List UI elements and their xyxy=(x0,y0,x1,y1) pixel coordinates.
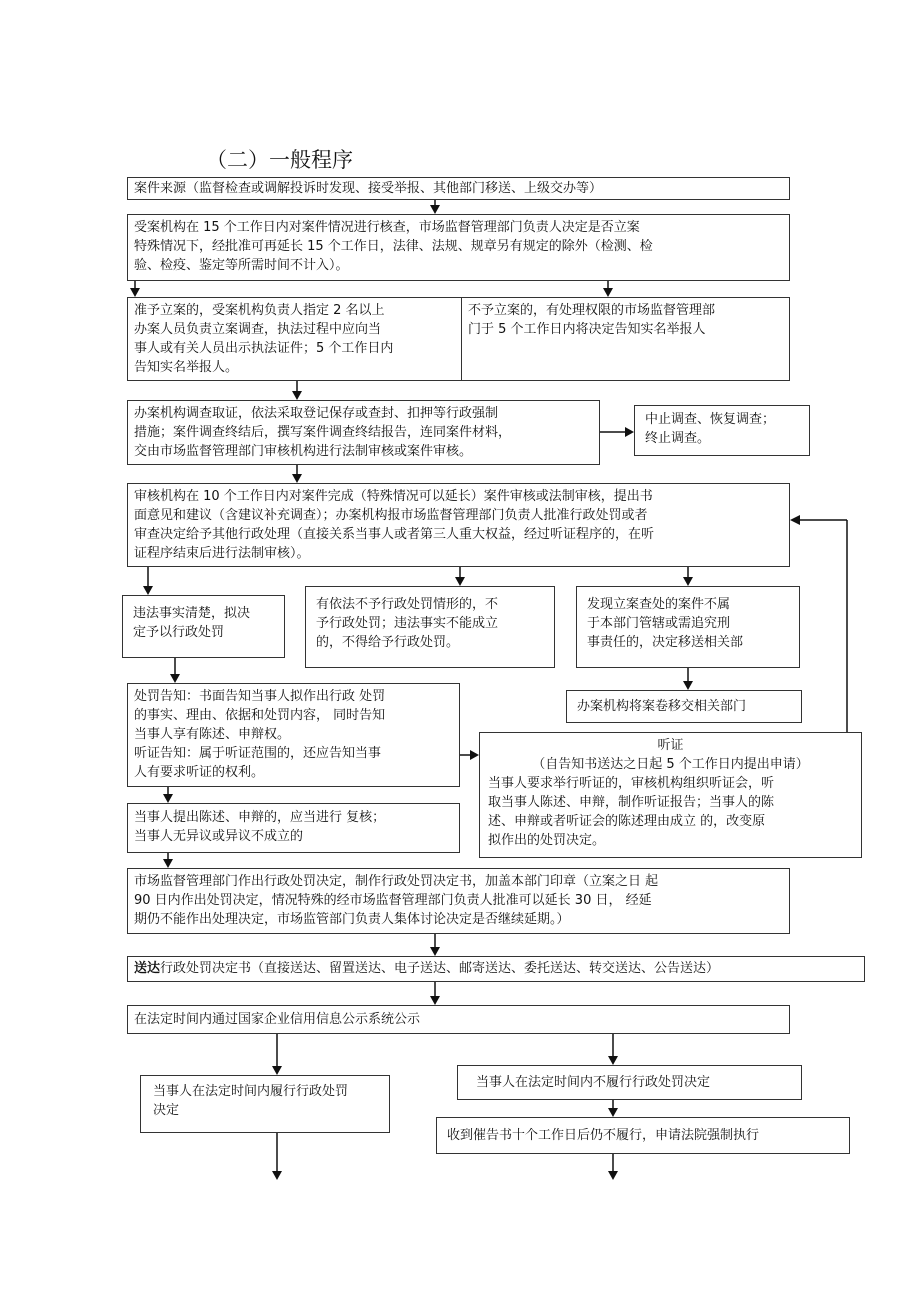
box-line: 收到催告书十个工作日后仍不履行，申请法院强制执行 xyxy=(447,1128,760,1143)
arrow-head xyxy=(143,586,153,595)
box-line: 办案机构将案卷移交相关部门 xyxy=(577,699,747,714)
box-line: 听证告知：属于听证范围的，还应告知当事 xyxy=(134,746,382,761)
arrow-head xyxy=(130,288,140,297)
box-line: 有依法不予行政处罚情形的，不 xyxy=(316,597,499,612)
arrow-head xyxy=(430,947,440,956)
box-line: 的事实、理由、依据和处罚内容， 同时告知 xyxy=(134,708,386,723)
box-line: 当事人提出陈述、申辩的，应当进行 复核； xyxy=(134,810,386,825)
arrow-head xyxy=(163,794,173,803)
box-line: 发现立案查处的案件不属 xyxy=(587,597,731,612)
box-line: 人有要求听证的权利。 xyxy=(134,765,265,780)
arrow-head xyxy=(292,391,302,400)
box-line: 门于 5 个工作日内将决定告知实名举报人 xyxy=(468,322,706,337)
arrow-head xyxy=(292,474,302,483)
arrow-head xyxy=(170,674,180,683)
arrow-head xyxy=(430,205,440,214)
box-line: 当事人在法定时间内履行行政处罚 xyxy=(153,1084,349,1099)
box-line: 准予立案的，受案机构负责人指定 2 名以上 xyxy=(134,303,385,318)
box-line: 事人或有关人员出示执法证件；5 个工作日内 xyxy=(134,341,394,356)
arrow-head xyxy=(272,1066,282,1075)
hearing-title: 听证 xyxy=(657,738,684,753)
box-line: 于本部门管辖或需追究刑 xyxy=(587,616,731,631)
box-line: 中止调查、恢复调查； xyxy=(645,412,776,427)
box-line: 交由市场监督管理部门审核机构进行法制审核或案件审核。 xyxy=(134,444,473,459)
box-line: 审核机构在 10 个工作日内对案件完成（特殊情况可以延长）案件审核或法制审核，提出书 xyxy=(134,489,653,504)
box-line: 当事人无异议或异议不成立的 xyxy=(134,829,304,844)
box-line: 当事人享有陈述、申辩权。 xyxy=(134,727,291,742)
service-keyword: 送达 xyxy=(134,961,161,976)
box-line: 措施；案件调查终结后，撰写案件调查终结报告，连同案件材料， xyxy=(134,425,512,440)
box-line: 取当事人陈述、申辩，制作听证报告；当事人的陈 xyxy=(488,795,775,810)
box-line: 违法事实清楚，拟决 xyxy=(133,606,251,621)
arrow-head xyxy=(603,288,613,297)
arrow-head xyxy=(455,577,465,586)
arrow-head xyxy=(683,681,693,690)
service-methods: 行政处罚决定书（直接送达、留置送达、电子送达、邮寄送达、委托送达、转交送达、公告送达） xyxy=(160,961,720,976)
box-line: 90 日内作出处罚决定，情况特殊的经市场监督管理部门负责人批准可以延长 30 日， 经延 xyxy=(134,893,652,908)
box-line: 定予以行政处罚 xyxy=(133,625,225,640)
box-line: 拟作出的处罚决定。 xyxy=(488,833,606,848)
arrow-head xyxy=(470,750,479,760)
box-line: 终止调查。 xyxy=(645,431,711,446)
hearing-deadline: （自告知书送达之日起 5 个工作日内提出申请） xyxy=(532,757,809,772)
box-line: 述、申辩或者听证会的陈述理由成立 的，改变原 xyxy=(488,814,766,829)
box-line: 市场监督管理部门作出行政处罚决定，制作行政处罚决定书，加盖本部门印章（立案之日 起 xyxy=(134,874,659,889)
box-line: 不予立案的，有处理权限的市场监督管理部 xyxy=(468,303,716,318)
box-line: 审查决定给予其他行政处理（直接关系当事人或者第三人重大权益，经过听证程序的，在听 xyxy=(134,527,655,542)
arrow-head xyxy=(163,859,173,868)
arrow-head xyxy=(608,1171,618,1180)
arrow-head xyxy=(790,515,800,525)
box-line: 事责任的，决定移送相关部 xyxy=(587,635,744,650)
arrow-head xyxy=(430,996,440,1005)
box-line: 在法定时间内通过国家企业信用信息公示系统公示 xyxy=(134,1012,421,1027)
arrow-head xyxy=(272,1171,282,1180)
arrow-head xyxy=(625,427,634,437)
box-line: 证程序结束后进行法制审核）。 xyxy=(134,546,310,561)
page-title: （二）一般程序 xyxy=(206,148,353,172)
box-line: 期仍不能作出处理决定，市场监管部门负责人集体讨论决定是否继续延期。） xyxy=(134,912,570,927)
arrow-head xyxy=(608,1056,618,1065)
box-line: 办案机构调查取证，依法采取登记保存或查封、扣押等行政强制 xyxy=(134,406,499,421)
box-line: 当事人在法定时间内不履行行政处罚决定 xyxy=(476,1075,711,1090)
arrow-head xyxy=(608,1108,618,1117)
box-line: 案件来源（监督检查或调解投诉时发现、接受举报、其他部门移送、上级交办等） xyxy=(134,181,603,196)
box-line: 的，不得给予行政处罚。 xyxy=(316,635,460,650)
box-line: 验、检疫、鉴定等所需时间不计入）。 xyxy=(134,258,349,273)
box-line: 决定 xyxy=(153,1103,180,1118)
box-line: 办案人员负责立案调查，执法过程中应向当 xyxy=(134,322,382,337)
box-line: 当事人要求举行听证的，审核机构组织听证会，听 xyxy=(488,776,775,791)
arrow-head xyxy=(683,577,693,586)
box-line: 受案机构在 15 个工作日内对案件情况进行核查，市场监督管理部门负责人决定是否立案 xyxy=(134,220,640,235)
box-line: 特殊情况下，经批准可再延长 15 个工作日，法律、法规、规章另有规定的除外（检测、检 xyxy=(134,239,653,254)
box-line: 告知实名举报人。 xyxy=(134,360,239,375)
box-line: 面意见和建议（含建议补充调查）；办案机构报市场监督管理部门负责人批准行政处罚或者 xyxy=(134,508,648,523)
box-line: 处罚告知：书面告知当事人拟作出行政 处罚 xyxy=(134,689,386,704)
box-line: 予行政处罚；违法事实不能成立 xyxy=(316,616,499,631)
